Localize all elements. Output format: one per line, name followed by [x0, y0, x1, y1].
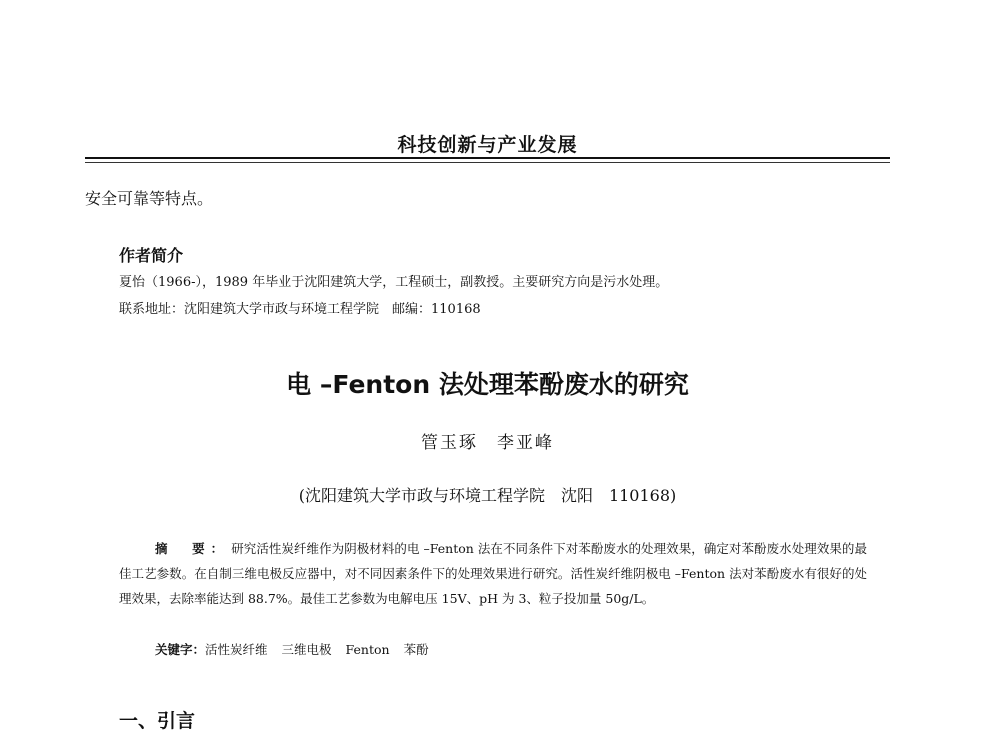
paper-title: 电 –Fenton 法处理苯酚废水的研究 [286, 370, 689, 399]
previous-article-tail: 安全可靠等特点。 [85, 189, 214, 208]
author-affiliation: (沈阳建筑大学市政与环境工程学院 沈阳 110168) [298, 486, 677, 505]
abstract-body: 研究活性炭纤维作为阴极材料的电 –Fenton 法在不同条件下对苯酚废水的处理效果，确定对苯酚废水处理效果的最佳工艺参数。在自制三维电极反应器中，对不同因素条件下的处理效果进行研究。活性炭纤维阴极电 –Fenton 法对苯酚废水有很好的处理效果，去除率能达到 88.7%。最佳工艺参数为电解电压 15V、pH 为 3、粒子投加量 50g/L。 [119, 541, 867, 606]
keywords [155, 640, 443, 658]
section-heading-introduction: 一、引言 [119, 710, 196, 732]
keyword-item: Fenton [345, 642, 390, 657]
keywords-label: 关键字： [155, 642, 206, 657]
header-rule-thin [85, 162, 890, 163]
header-rule-thick [85, 157, 890, 159]
keyword-item: 活性炭纤维 [205, 642, 268, 657]
abstract [119, 536, 867, 611]
author-profile-heading: 作者简介 [119, 246, 184, 265]
abstract-label: 摘 要： [155, 541, 230, 556]
author-contact-address: 联系地址：沈阳建筑大学市政与环境工程学院 邮编：110168 [119, 302, 481, 317]
author-profile-bio: 夏怡（1966-），1989 年毕业于沈阳建筑大学，工程硕士，副教授。主要研究方向是污水处理。 [119, 275, 669, 290]
keyword-item: 苯酚 [403, 642, 429, 657]
paper-authors: 管玉琢 李亚峰 [421, 433, 554, 453]
running-header: 科技创新与产业发展 [397, 134, 578, 156]
keyword-item: 三维电极 [281, 642, 332, 657]
